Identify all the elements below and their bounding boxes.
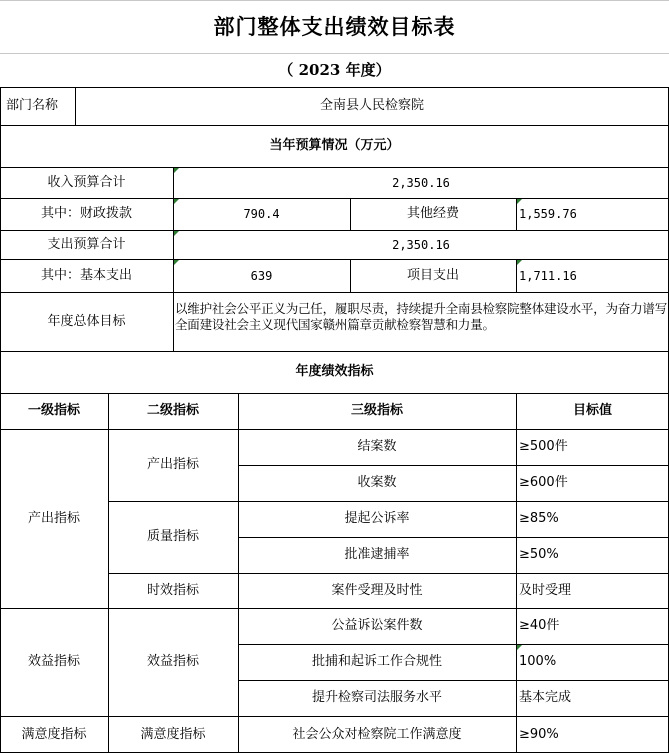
table-border-h [0, 351, 669, 352]
basic-expense-label: 其中：基本支出 [40, 267, 132, 283]
cell-comment-marker [517, 260, 522, 265]
cell-comment-marker [174, 168, 179, 173]
table-border-h [0, 608, 669, 609]
annual-goal-text: 以维护社会公平正义为己任，履职尽责，持续提升全南县检察院整体建设水平，为奋力谱写全面建设社会主义现代国家赣州篇章贡献检察智慧和力量。 [175, 301, 668, 332]
table-border-h [0, 87, 669, 88]
income-total-label: 收入预算合计 [47, 174, 126, 190]
indicator-target: 基本完成 [519, 690, 572, 705]
fiscal-allocation-value: 790.4 [243, 207, 280, 221]
col-level1-header: 一级指标 [27, 403, 80, 418]
level1-benefit: 效益指标 [27, 654, 80, 669]
level2-quality: 质量指标 [146, 529, 199, 544]
table-border-h [0, 716, 669, 717]
level1-output: 产出指标 [27, 510, 80, 526]
project-expense-label: 项目支出 [406, 267, 459, 283]
dept-name-value: 全南县人民检察院 [319, 98, 424, 113]
indicator-target: ≥50% [519, 547, 559, 562]
table-border-v [238, 393, 239, 753]
title-gridline [0, 0, 669, 1]
col-level3-header: 三级指标 [350, 403, 403, 418]
other-funds-label: 其他经费 [406, 206, 459, 221]
indicator-name: 公益诉讼案件数 [331, 618, 423, 633]
income-total-value: 2,350.16 [392, 175, 450, 190]
cell-comment-marker [174, 260, 179, 265]
table-border-h [0, 292, 669, 293]
indicator-name: 案件受理及时性 [331, 582, 423, 598]
table-border-h [0, 393, 669, 394]
budget-heading: 当年预算情况（万元） [269, 138, 400, 153]
indicator-name: 收案数 [357, 475, 397, 490]
indicator-name: 社会公众对检察院工作满意度 [292, 726, 462, 742]
table-border-v [516, 393, 517, 753]
fiscal-allocation-label: 其中：财政拨款 [40, 206, 132, 221]
indicator-target: ≥500件 [519, 439, 568, 454]
indicator-target: ≥90% [519, 726, 559, 742]
table-border-v [75, 87, 76, 125]
indicator-name: 批准逮捕率 [344, 547, 410, 562]
table-border-h [238, 644, 669, 645]
col-target-header: 目标值 [572, 403, 612, 418]
table-border-v [0, 87, 1, 753]
table-border-h [0, 429, 669, 430]
cell-comment-marker [517, 199, 522, 204]
indicator-target: 100% [519, 654, 557, 669]
table-border-h [108, 573, 669, 574]
table-border-h [108, 501, 669, 502]
indicator-name: 提起公诉率 [344, 511, 410, 526]
table-border-v [350, 198, 351, 230]
table-border-h [238, 465, 669, 466]
level1-satisfaction: 满意度指标 [21, 726, 87, 742]
cell-comment-marker [174, 231, 179, 236]
dept-name-label: 部门名称 [6, 98, 59, 113]
table-border-h [0, 198, 669, 199]
indicators-heading: 年度绩效指标 [295, 364, 374, 379]
other-funds-value: 1,559.76 [519, 207, 577, 221]
indicator-name: 批捕和起诉工作合规性 [311, 654, 442, 669]
indicator-name: 结案数 [357, 439, 397, 454]
table-border-v [108, 393, 109, 753]
table-border-h [0, 167, 669, 168]
table-border-h [0, 125, 669, 126]
table-border-h [238, 680, 669, 681]
cell-comment-marker [174, 199, 179, 204]
indicator-target: ≥600件 [519, 475, 568, 490]
project-expense-value: 1,711.16 [519, 268, 577, 283]
table-border-v [173, 167, 174, 351]
expense-total-value: 2,350.16 [392, 237, 450, 252]
table-border-v [350, 259, 351, 292]
cell-comment-marker [517, 645, 522, 650]
basic-expense-value: 639 [250, 268, 273, 283]
level2-timeliness: 时效指标 [146, 582, 199, 598]
expense-total-label: 支出预算合计 [47, 236, 126, 252]
annual-goal-label: 年度总体目标 [47, 313, 126, 329]
indicator-name: 提升检察司法服务水平 [311, 690, 442, 705]
title-gridline [0, 53, 669, 54]
level2-output: 产出指标 [146, 457, 199, 472]
indicator-target: ≥40件 [519, 618, 560, 633]
level2-benefit: 效益指标 [146, 654, 199, 669]
table-border-h [238, 537, 669, 538]
sheet-title: 部门整体支出绩效目标表 [213, 13, 456, 39]
table-border-h [0, 259, 669, 260]
level2-satisfaction: 满意度指标 [140, 726, 206, 742]
table-border-h [0, 230, 669, 231]
indicator-target: 及时受理 [519, 582, 572, 598]
indicator-target: ≥85% [519, 511, 559, 526]
col-level2-header: 二级指标 [146, 403, 199, 418]
year-label: （ 2023 年度） [278, 61, 391, 79]
